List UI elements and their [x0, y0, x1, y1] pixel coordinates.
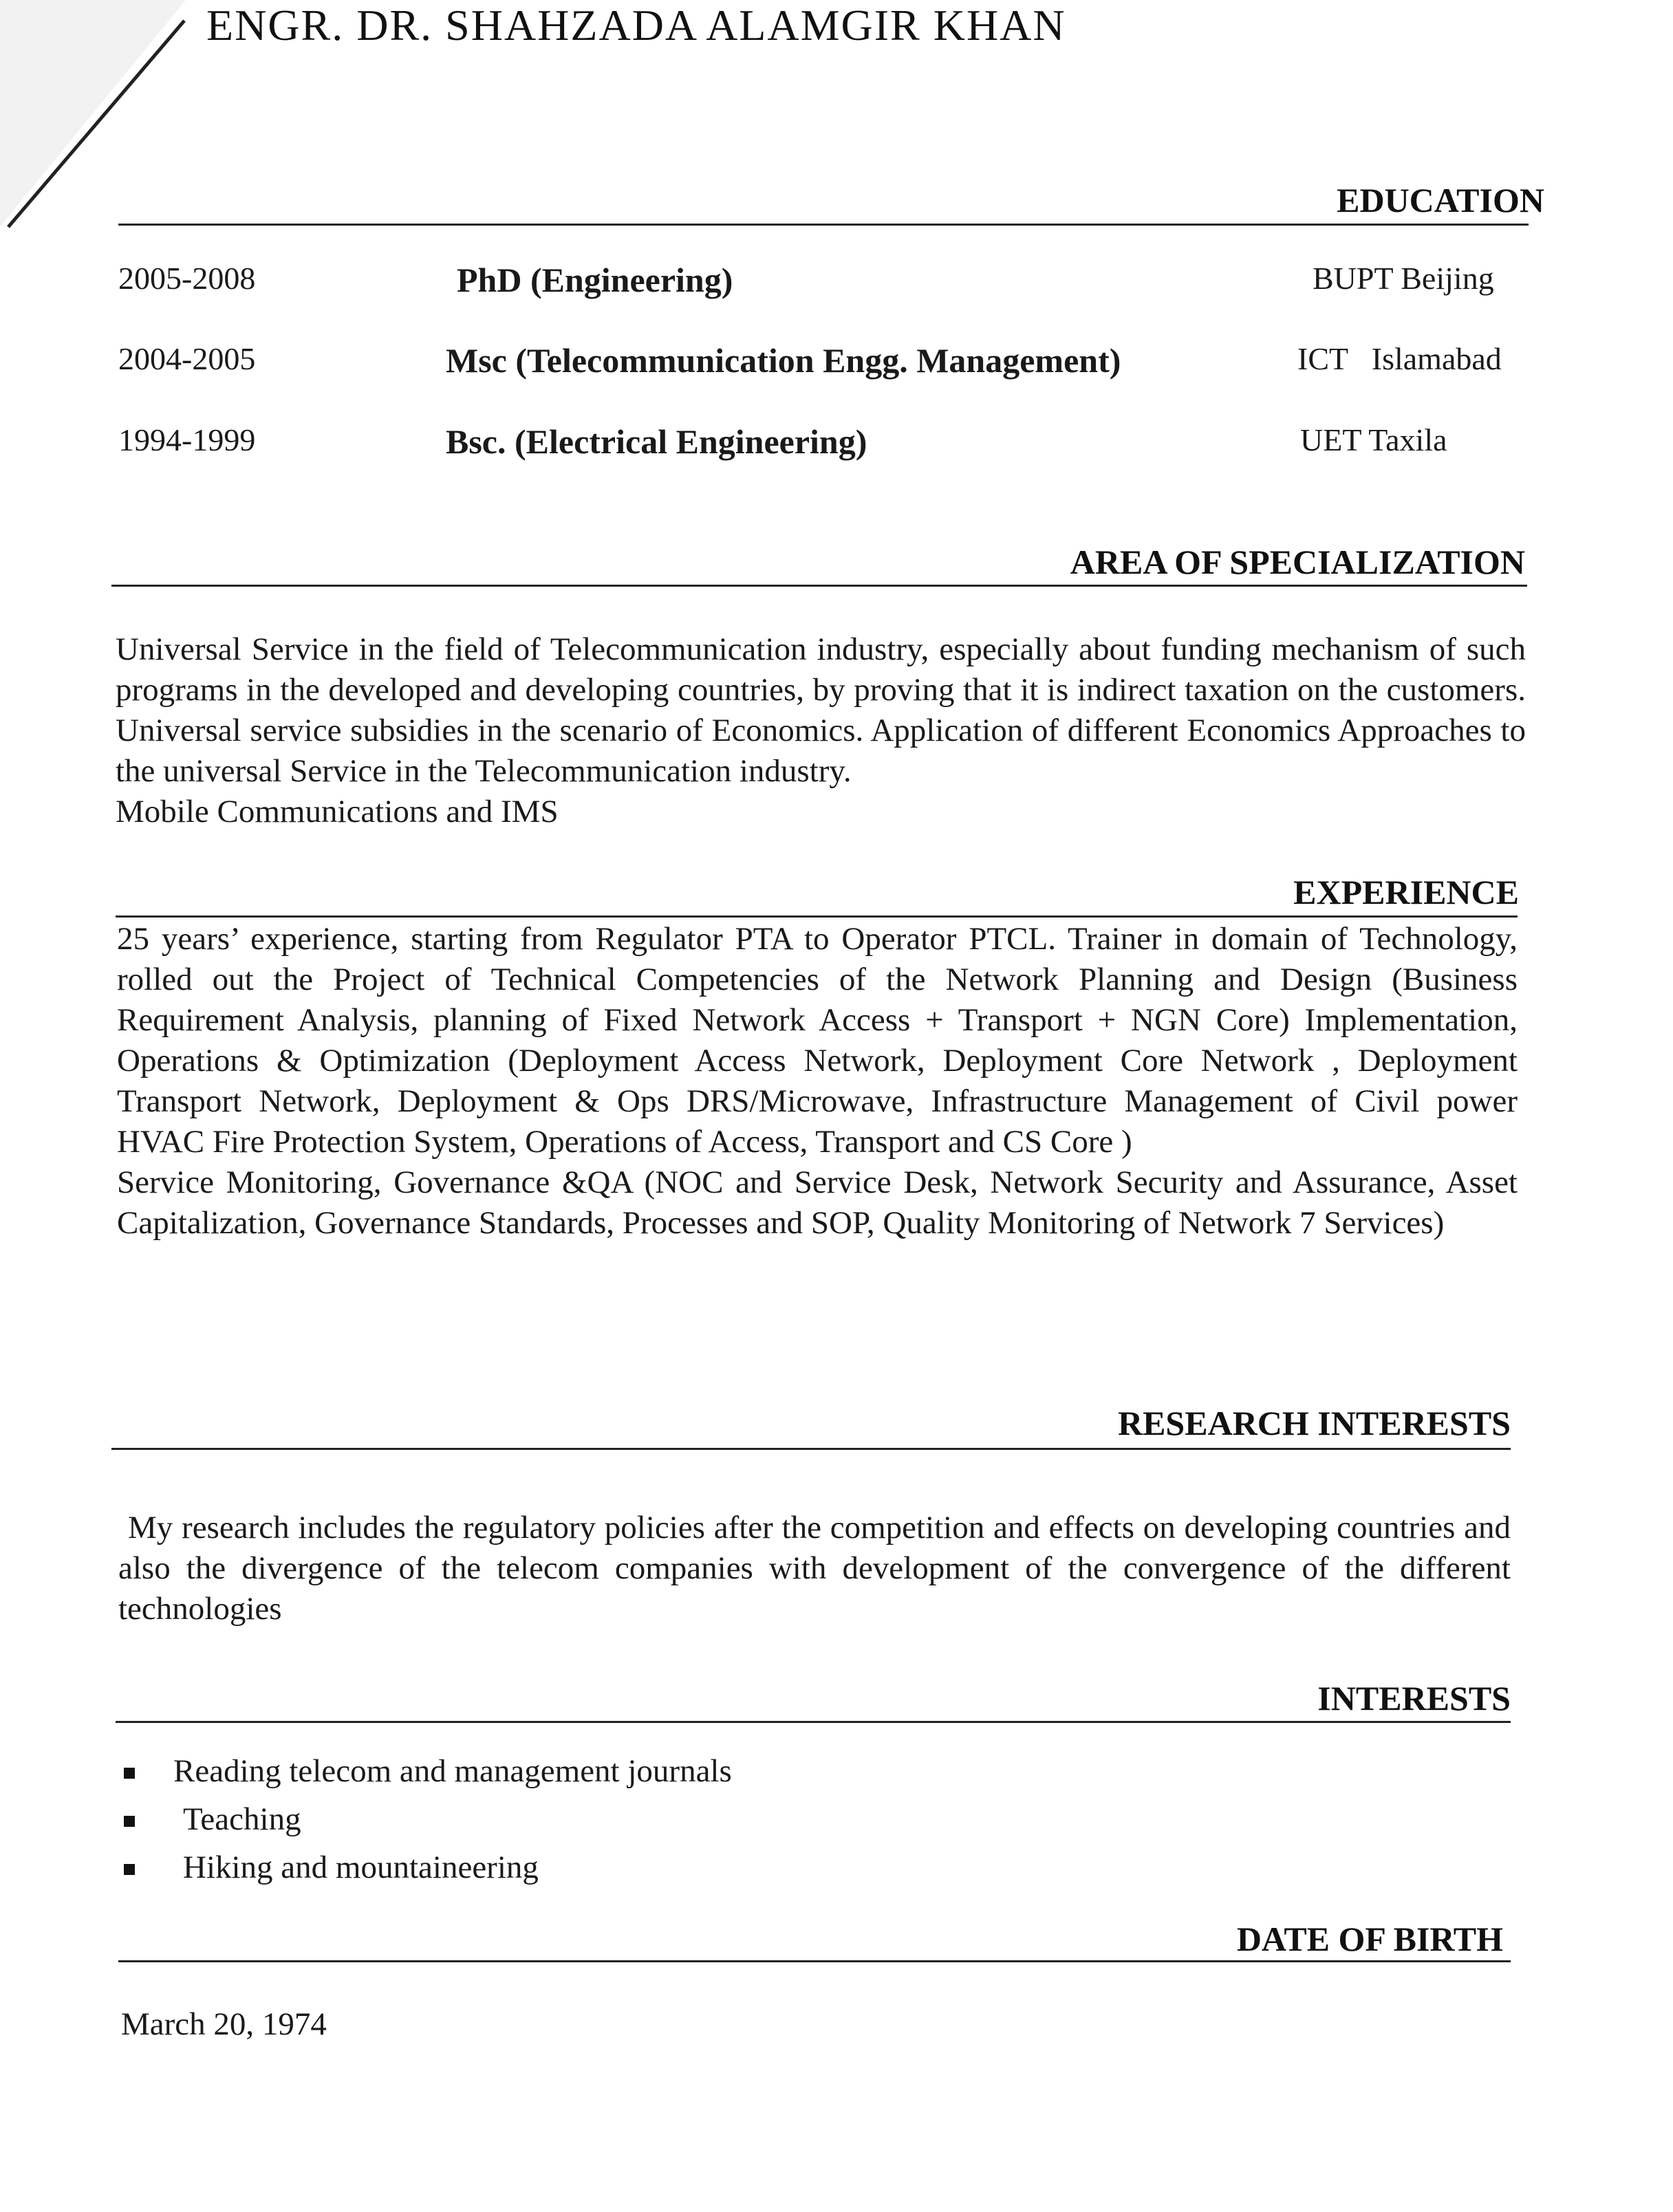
interests-heading: INTERESTS: [1317, 1679, 1511, 1717]
specialization-heading: AREA OF SPECIALIZATION: [1070, 543, 1525, 581]
education-years: 1994-1999: [118, 422, 256, 457]
education-institution: ICT Islamabad: [1297, 341, 1502, 376]
education-institution: UET Taxila: [1300, 422, 1447, 457]
interests-divider: [116, 1721, 1511, 1723]
experience-heading: EXPERIENCE: [1293, 873, 1519, 911]
research-divider: [111, 1448, 1511, 1450]
education-institution: BUPT Beijing: [1313, 261, 1494, 296]
specialization-paragraph: Mobile Communications and IMS: [116, 794, 559, 830]
dob-heading: DATE OF BIRTH: [1236, 1920, 1503, 1958]
folded-corner-shape: [0, 0, 206, 248]
education-years: 2005-2008: [118, 261, 256, 296]
experience-paragraph: 25 years’ experience, starting from Regulator PTA to Operator PTCL. Trainer in domain of Technology, rolled out the Project of Technical Competencies of the Network Planning and Design (Business Requirement Analysis, planning of Fixed Network Access + Transport + NGN Core) Implementation, Operations & Optimization (Deployment Access Network, Deployment Core Network , Deployment Transport Network, Deployment & Ops DRS/Microwave, Infrastructure Management of Civil power HVAC Fire Protection System, Operations of Access, Transport and CS Core ): [117, 921, 1518, 1160]
experience-paragraph: Service Monitoring, Governance &QA (NOC and Service Desk, Network Security and Assurance, Asset Capitalization, Governance Standards, Processes and SOP, Quality Monitoring of Network 7 Services): [117, 1164, 1518, 1241]
experience-divider: [116, 915, 1518, 918]
education-heading: EDUCATION: [1337, 181, 1544, 219]
specialization-divider: [111, 585, 1527, 587]
education-row: [0, 260, 1673, 308]
dob-divider: [118, 1960, 1511, 1962]
square-bullet-icon: [124, 1816, 135, 1827]
research-heading: RESEARCH INTERESTS: [1117, 1404, 1511, 1442]
candidate-name: ENGR. DR. SHAHZADA ALAMGIR KHAN: [206, 1, 1066, 50]
interest-label: Reading telecom and management journals: [173, 1753, 732, 1789]
education-degree: PhD (Engineering): [457, 261, 733, 299]
education-degree: Bsc. (Electrical Engineering): [446, 422, 867, 461]
date-of-birth: March 20, 1974: [121, 2006, 327, 2042]
interest-label: Teaching: [183, 1801, 301, 1837]
education-years: 2004-2005: [118, 341, 256, 376]
research-text: My research includes the regulatory policies after the competition and effects on developing countries and also the divergence of the telecom companies with development of the convergence of the different technologies: [118, 1510, 1511, 1627]
education-row: [0, 422, 1673, 470]
education-row: [0, 340, 1673, 389]
experience-text: [117, 919, 1518, 1244]
education-divider: [118, 224, 1529, 226]
specialization-paragraph: Universal Service in the field of Telecommunication industry, especially about funding mechanism of such programs in the developed and developing countries, by proving that it is indirect taxation on the customers. Universal service subsidies in the scenario of Economics. Application of different Economics Approaches to the universal Service in the Telecommunication industry.: [116, 631, 1526, 789]
specialization-text: [116, 629, 1526, 832]
education-degree: Msc (Telecommunication Engg. Management): [446, 341, 1121, 380]
square-bullet-icon: [124, 1768, 135, 1779]
interest-label: Hiking and mountaineering: [183, 1850, 539, 1885]
square-bullet-icon: [124, 1864, 135, 1875]
